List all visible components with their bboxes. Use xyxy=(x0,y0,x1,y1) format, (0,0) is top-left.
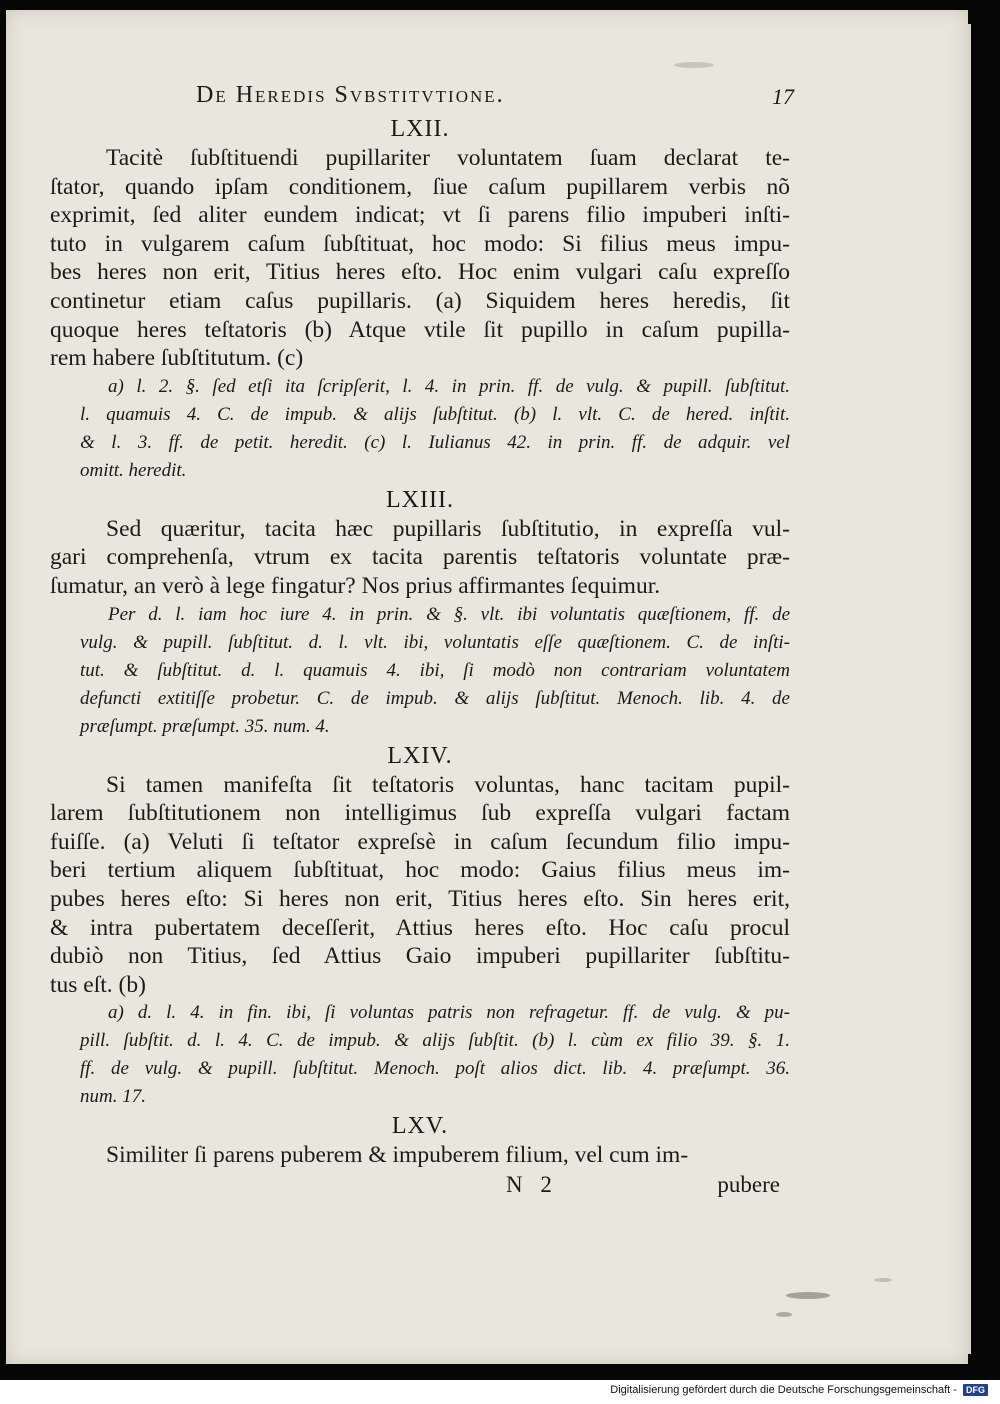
citation-note-line: l. quamuis 4. C. de impub. & alijs ſubſtitut. (b) l. vlt. C. de hered. inſtit. xyxy=(80,403,790,425)
body-text-line: gari comprehenſa, vtrum ex tacita parentis teſtatoris voluntate præ- xyxy=(50,544,790,571)
section-number: LXIII. xyxy=(386,486,454,513)
body-text-line: Sed quæritur, tacita hæc pupillaris ſubſtitutio, in expreſſa vul- xyxy=(106,515,790,542)
body-text-line: pubes heres eſto: Si heres non erit, Titius heres eſto. Sin heres erit, xyxy=(50,885,790,912)
running-head xyxy=(50,78,794,114)
body-text-line: tuto in vulgarem caſum ſubſtituat, hoc modo: Si filius meus impu- xyxy=(50,230,790,257)
body-text-line: continetur etiam caſus pupillaris. (a) Siquidem heres heredis, ſit xyxy=(50,287,790,314)
page-text xyxy=(50,78,794,1200)
citation-note-line: præſumpt. præſumpt. 35. num. 4. xyxy=(80,715,330,737)
body-text-line: dubiò non Titius, ſed Attius Gaio impuberi pupillariter ſubſtitu- xyxy=(50,943,790,970)
body-text-line: tus eſt. (b) xyxy=(50,971,146,998)
citation-note-line: Per d. l. iam hoc iure 4. in prin. & §. vlt. ibi voluntatis quæſtionem, ff. de xyxy=(108,603,790,625)
body-text-line: ſtator, quando ipſam conditionem, ſiue caſum pupillarem verbis nõ xyxy=(50,173,790,200)
digitization-credit: Digitalisierung gefördert durch die Deutsche Forschungsgemeinschaft - xyxy=(610,1384,957,1396)
catchword: pubere xyxy=(717,1171,780,1197)
signature-mark: N 2 xyxy=(506,1171,558,1197)
dfg-logo: DFG xyxy=(963,1384,988,1396)
body-text-line: bes heres non erit, Titius heres eſto. Hoc enim vulgari caſu expreſſo xyxy=(50,259,790,286)
citation-note-line: & l. 3. ff. de petit. heredit. (c) l. Iulianus 42. in prin. ff. de adquir. vel xyxy=(80,431,790,453)
body-text-line: Similiter ſi parens puberem & impuberem filium, vel cum im- xyxy=(106,1142,689,1169)
citation-note-line: a) d. l. 4. in fin. ibi, ſi voluntas patris non refragetur. ff. de vulg. & pu- xyxy=(108,1002,790,1024)
section-number: LXII. xyxy=(390,116,450,142)
body-text-line: ſumatur, an verò à lege fingatur? Nos prius affirmantes ſequimur. xyxy=(50,572,661,599)
citation-note-line: pill. ſubſtit. d. l. 4. C. de impub. & alijs ſubſtit. (b) l. cùm ex filio 39. §. 1. xyxy=(80,1030,790,1052)
citation-note-line: omitt. heredit. xyxy=(80,459,187,481)
citation-note-line: num. 17. xyxy=(80,1086,146,1108)
body-text-line: exprimit, ſed aliter eundem indicat; vt ſi parens filio impuberi inſti- xyxy=(50,202,790,229)
body-text-line: fuiſſe. (a) Veluti ſi teſtator expreſsè in caſum ſecundum filio impu- xyxy=(50,828,790,855)
body-text-line: quoque heres teſtatoris (b) Atque vtile ſit pupillo in caſum pupilla- xyxy=(50,316,790,343)
citation-note-line: tut. & ſubſtitut. d. l. quamuis 4. ibi, ſi modò non contrariam voluntatem xyxy=(80,659,790,681)
body-text-line: Tacitè ſubſtituendi pupillariter voluntatem ſuam declarat te- xyxy=(106,145,790,171)
page-edge xyxy=(968,24,971,1354)
digitization-footer xyxy=(0,1384,988,1396)
body-text-line: Si tamen manifeſta ſit teſtatoris voluntas, hanc tacitam pupil- xyxy=(106,771,790,798)
section-number: LXIV. xyxy=(387,742,453,769)
body-text-line: rem habere ſubſtitutum. (c) xyxy=(50,345,304,372)
citation-note-line: vulg. & pupill. ſubſtitut. d. l. vlt. ibi, voluntatis eſſe quæſtionem. C. de inſti- xyxy=(80,631,790,653)
body-text-line: beri tertium aliquem ſubſtituat, hoc modo: Gaius filius meus im- xyxy=(50,857,790,884)
ink-stain xyxy=(874,1278,892,1282)
catch-line xyxy=(50,1170,790,1200)
ink-stain xyxy=(786,1292,830,1299)
body-text-line: & intra pubertatem deceſſerit, Attius heres eſto. Hoc caſu procul xyxy=(50,914,790,941)
citation-note-line: a) l. 2. §. ſed etſi ita ſcripſerit, l. 4. in prin. ff. de vulg. & pupill. ſubſtitut. xyxy=(108,375,790,397)
sections-container xyxy=(50,114,790,1170)
ink-stain xyxy=(776,1312,792,1317)
ink-stain xyxy=(674,62,714,68)
page-number: 17 xyxy=(772,84,794,109)
citation-note-line: ff. de vulg. & pupill. ſubſtitut. Menoch. poſt alios dict. lib. 4. præſumpt. 36. xyxy=(80,1058,790,1080)
section-number: LXV. xyxy=(391,1113,449,1140)
body-text-line: larem ſubſtitutionem non intelligimus ſub expreſſa vulgari factam xyxy=(50,800,790,827)
running-title: De Heredis Svbstitvtione. xyxy=(196,82,505,108)
citation-note-line: defuncti extitiſſe probetur. C. de impub. & alijs ſubſtitut. Menoch. lib. 4. de xyxy=(80,687,790,709)
